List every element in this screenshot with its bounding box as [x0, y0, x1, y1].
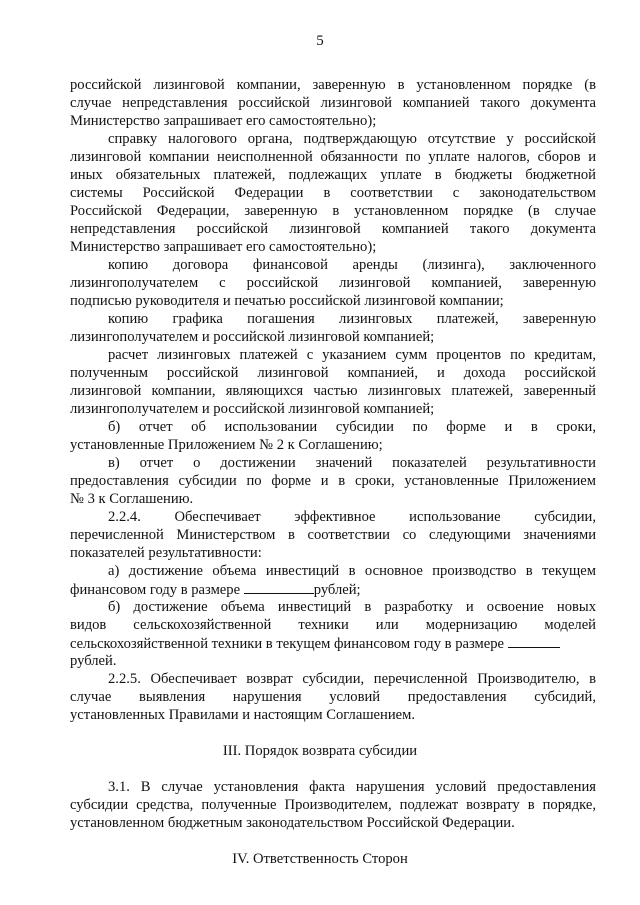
text-line: субсидии средства, полученные Производителем, подлежат возврату в порядке,: [70, 797, 596, 813]
text-fragment: сельскохозяйственной техники в текущем финансовом году в размере: [70, 636, 505, 652]
text-line: 3.1. В случае установления факта нарушения условий предоставления: [108, 779, 596, 795]
text-line: системы Российской Федерации в соответствии с законодательством: [70, 185, 596, 201]
text-line: 2.2.4. Обеспечивает эффективное использование субсидии,: [108, 509, 596, 525]
text-line: видов сельскохозяйственной техники или модернизацию моделей: [70, 617, 596, 633]
text-fragment: финансовом году в размере: [70, 582, 241, 598]
text-line: российской лизинговой компании, заверенную в установленном порядке (в: [70, 77, 596, 93]
text-line: рублей.: [70, 653, 117, 669]
text-line: лизингополучателем и российской лизинговой компанией;: [70, 401, 435, 417]
text-line: показателей результативности:: [70, 545, 262, 561]
text-line: в) отчет о достижении значений показателей результативности: [108, 455, 596, 471]
text-fragment: рублей;: [313, 582, 361, 598]
blank-field: [508, 634, 560, 648]
text-line: а) достижение объема инвестиций в основное производство в текущем: [108, 563, 596, 579]
text-line: перечисленной Министерством в соответствии со следующими значениями: [70, 527, 596, 543]
text-line: справку налогового органа, подтверждающую отсутствие у российской: [108, 131, 596, 147]
text-line: установленные Приложением № 2 к Соглашению;: [70, 437, 383, 453]
text-line: установленных Правилами и настоящим Соглашением.: [70, 707, 416, 723]
text-line: полученным российской лизинговой компанией, и дохода российской: [70, 365, 596, 381]
text-line: лизинговой компании неисполненной обязанности по уплате налогов, сборов и: [70, 149, 596, 165]
text-line: непредставления российской лизинговой компанией такого документа: [70, 221, 596, 237]
text-line: б) отчет об использовании субсидии по форме и в сроки,: [108, 419, 596, 435]
text-line: 2.2.5. Обеспечивает возврат субсидии, перечисленной Производителю, в: [108, 671, 596, 687]
text-line: Российской Федерации, заверенную в установленном порядке (в случае: [70, 203, 596, 219]
text-line: лизингополучателем с российской лизинговой компанией, заверенную: [70, 275, 596, 291]
text-line: лизинговой компании, являющихся частью лизинговых платежей, заверенный: [70, 383, 596, 399]
text-line: установленном бюджетным законодательством Российской Федерации.: [70, 815, 515, 831]
text-line: лизингополучателем и российской лизинговой компанией;: [70, 329, 435, 345]
section-heading: III. Порядок возврата субсидии: [222, 743, 418, 759]
text-line: копию графика погашения лизинговых платежей, заверенную: [108, 311, 596, 327]
text-line: копию договора финансовой аренды (лизинга), заключенного: [108, 257, 596, 273]
page-number: 5: [316, 33, 324, 49]
text-line-with-blank: [70, 634, 596, 652]
section-heading: IV. Ответственность Сторон: [232, 851, 408, 867]
text-line: случае непредставления российской лизинговой компанией такого документа: [70, 95, 596, 111]
text-line: предоставления субсидии по форме и в сроки, установленные Приложением: [70, 473, 596, 489]
text-line: подписью руководителя и печатью российской лизинговой компании;: [70, 293, 504, 309]
text-line: случае выявления нарушения условий предоставления субсидий,: [70, 689, 596, 705]
text-line-with-blank: [70, 580, 596, 598]
text-line: Министерство запрашивает его самостоятельно);: [70, 113, 377, 129]
text-line: иных обязательных платежей, подлежащих уплате в бюджеты бюджетной: [70, 167, 596, 183]
blank-field: [244, 580, 314, 594]
text-line: № 3 к Соглашению.: [70, 491, 194, 507]
text-line: Министерство запрашивает его самостоятельно);: [70, 239, 377, 255]
text-line: расчет лизинговых платежей с указанием сумм процентов по кредитам,: [108, 347, 596, 363]
text-line: б) достижение объема инвестиций в разработку и освоение новых: [108, 599, 596, 615]
